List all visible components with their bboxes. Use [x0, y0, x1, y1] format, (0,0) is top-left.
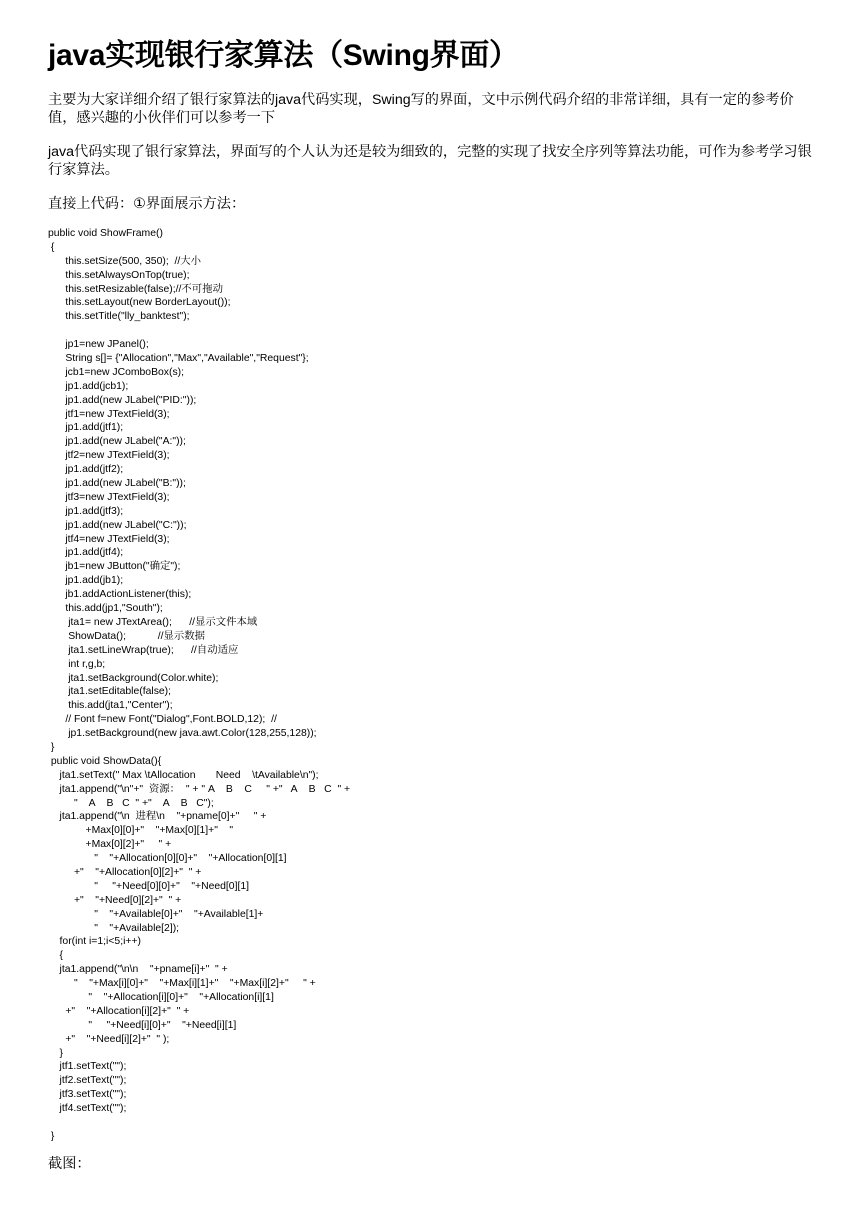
code-block — [48, 227, 820, 1144]
article — [48, 0, 820, 1187]
code-line: jta1.setLineWrap(true); //自动适应 — [48, 644, 239, 656]
code-line: } — [48, 1130, 55, 1142]
code-line: jp1=new JPanel(); — [48, 339, 149, 351]
article-title: java实现银行家算法（Swing界面） — [48, 39, 519, 72]
code-line: jtf2=new JTextField(3); — [48, 450, 170, 462]
code-line — [48, 324, 820, 338]
article-summary: 主要为大家详细介绍了银行家算法的java代码实现，Swing写的界面，文中示例代码介绍的非常详细，具有一定的参考价值，感兴趣的小伙伴们可以参考一下 — [48, 92, 794, 126]
code-line: jta1= new JTextArea(); //显示文件本域 — [48, 616, 258, 628]
code-line: jtf3=new JTextField(3); — [48, 491, 170, 503]
code-line: +" "+Need[0][2]+" " + — [48, 894, 182, 906]
code-line: jtf2.setText(""); — [48, 1075, 127, 1087]
code-line: this.setAlwaysOnTop(true); — [48, 269, 190, 281]
code-line: this.setTitle("lly_banktest"); — [48, 311, 190, 323]
code-line: jp1.add(jtf4); — [48, 547, 124, 559]
article-intro: java代码实现了银行家算法，界面写的个人认为还是较为细致的，完整的实现了找安全序列等算法功能，可作为参考学习银行家算法。 — [48, 144, 812, 178]
code-line: jta1.setEditable(false); — [48, 686, 172, 698]
code-line: for(int i=1;i<5;i++) — [48, 936, 141, 948]
code-line: public void ShowData(){ — [48, 755, 162, 767]
code-line: " "+Available[0]+" "+Available[1]+ — [48, 908, 264, 920]
code-line: ShowData(); //显示数据 — [48, 630, 206, 642]
code-line: jtf3.setText(""); — [48, 1089, 127, 1101]
code-line: this.setResizable(false);//不可拖动 — [48, 283, 223, 295]
code-line: " "+Available[2]); — [48, 922, 180, 934]
code-line: this.setSize(500, 350); //大小 — [48, 255, 202, 267]
code-line: jp1.add(new JLabel("B:")); — [48, 478, 186, 490]
code-line: +" "+Allocation[i][2]+" " + — [48, 1005, 190, 1017]
code-line: jta1.append("\n"+" 资源： " + " A B C " +" A B C " + — [48, 783, 351, 795]
code-line: } — [48, 741, 55, 753]
code-line: jta1.append("\n 进程\n "+pname[0]+" " + — [48, 811, 267, 823]
code-line: { — [48, 241, 55, 253]
code-line: } — [48, 1047, 64, 1059]
code-line: jp1.add(jcb1); — [48, 380, 129, 392]
code-line: jta1.append("\n\n "+pname[i]+" " + — [48, 964, 228, 976]
code-line: jp1.setBackground(new java.awt.Color(128,255,128)); — [48, 728, 317, 740]
code-line: jp1.add(jb1); — [48, 575, 124, 587]
code-line: this.add(jp1,"South"); — [48, 603, 163, 615]
code-line: +Max[0][0]+" "+Max[0][1]+" " — [48, 825, 234, 837]
code-line: " "+Allocation[0][0]+" "+Allocation[0][1] — [48, 853, 287, 865]
code-line: " A B C " +" A B C"); — [48, 797, 214, 809]
code-line: jtf1=new JTextField(3); — [48, 408, 170, 420]
code-line: jta1.setBackground(Color.white); — [48, 672, 219, 684]
code-line: int r,g,b; — [48, 658, 106, 670]
code-line: String s[]= {"Allocation","Max","Available","Request"}; — [48, 353, 309, 365]
code-line: this.add(jta1,"Center"); — [48, 700, 173, 712]
code-line: jtf4.setText(""); — [48, 1103, 127, 1115]
code-line: +" "+Allocation[0][2]+" " + — [48, 866, 202, 878]
code-line: jp1.add(jtf2); — [48, 464, 124, 476]
code-line: // Font f=new Font("Dialog",Font.BOLD,12); // — [48, 714, 277, 726]
code-line: jb1.addActionListener(this); — [48, 589, 192, 601]
code-line: " "+Allocation[i][0]+" "+Allocation[i][1] — [48, 991, 274, 1003]
code-line: " "+Max[i][0]+" "+Max[i][1]+" "+Max[i][2]+" " + — [48, 978, 316, 990]
code-line: jcb1=new JComboBox(s); — [48, 366, 184, 378]
code-line: jp1.add(jtf3); — [48, 505, 124, 517]
code-line: this.setLayout(new BorderLayout()); — [48, 297, 231, 309]
code-line: jp1.add(new JLabel("A:")); — [48, 436, 186, 448]
code-lead-text: 直接上代码：①界面展示方法： — [48, 196, 246, 212]
code-line: +Max[0][2]+" " + — [48, 839, 172, 851]
code-line: jtf1.setText(""); — [48, 1061, 127, 1073]
code-line: { — [48, 950, 64, 962]
code-line: jp1.add(new JLabel("PID:")); — [48, 394, 197, 406]
code-line: " "+Need[i][0]+" "+Need[i][1] — [48, 1019, 237, 1031]
code-line: public void ShowFrame() — [48, 228, 163, 239]
code-line: jtf4=new JTextField(3); — [48, 533, 170, 545]
code-line: +" "+Need[i][2]+" " ); — [48, 1033, 170, 1045]
code-line: jp1.add(jtf1); — [48, 422, 124, 434]
code-line: " "+Need[0][0]+" "+Need[0][1] — [48, 880, 250, 892]
code-line — [48, 1116, 820, 1130]
screenshot-caption: 截图： — [48, 1155, 91, 1172]
code-line: jp1.add(new JLabel("C:")); — [48, 519, 187, 531]
code-line: jta1.setText(" Max \tAllocation Need \tAvailable\n"); — [48, 769, 319, 781]
code-line: jb1=new JButton("确定"); — [48, 561, 181, 573]
